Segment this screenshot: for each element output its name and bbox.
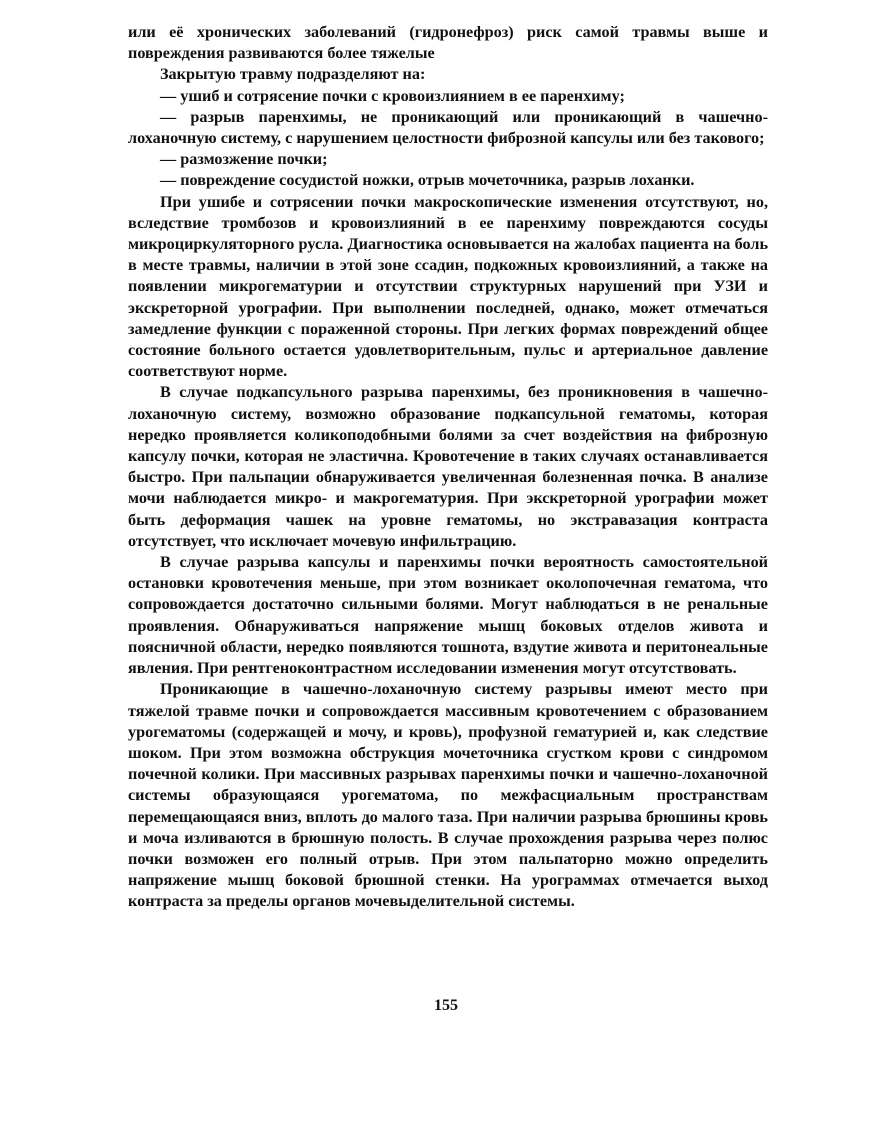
paragraph: или её хронических заболеваний (гидронефроз) риск самой травмы выше и повреждения развиваются более тяжелые xyxy=(128,23,768,63)
paragraph: Закрытую травму подразделяют на: xyxy=(160,65,426,84)
page-number: 155 xyxy=(434,997,458,1014)
list-item: — разрыв паренхимы, не проникающий или проникающий в чашечно-лоханочную систему, с нарушением целостности фиброзной капсулы или без такового; xyxy=(128,107,768,148)
paragraph: В случае разрыва капсулы и паренхимы почки вероятность самостоятельной остановки кровотечения меньше, при этом возникает околопочечная гематома, что сопровождается достаточно сильными болями. Могут наблюдаться в не ренальные проявления. Обнаруживаться напряжение мышц боковых отделов живота и поясничной области, нередко появляются тошнота, вздутие живота и перитонеальные явления. При рентгеноконтрастном исследовании изменения могут отсутствовать. xyxy=(128,553,768,678)
paragraph: Проникающие в чашечно-лоханочную систему разрывы имеют место при тяжелой травме почки и сопровождается массивным кровотечением с образованием урогематомы (содержащей и мочу, и кровь), профузной гематурией и, как следствие шоком. При этом возможна обструкция мочеточника сгустком крови с синдромом почечной колики. При массивных разрывах паренхимы почки и чашечно-лоханочной системы образующаяся урогематома, по межфасциальным пространствам перемещающаяся вниз, вплоть до малого таза. При наличии разрыва брюшины кровь и моча изливаются в брюшную полость. В случае прохождения разрыва через полюс почки возможен его полный отрыв. При этом пальпаторно можно определить напряжение мышц боковой брюшной стенки. На урограммах отмечается выход контраста за пределы органов мочевыделительной системы. xyxy=(128,680,768,911)
paragraph: При ушибе и сотрясении почки макроскопические изменения отсутствуют, но, вследствие тромбозов и кровоизлияний в ее паренхиму повреждаются сосуды микроциркуляторного русла. Диагностика основывается на жалобах пациента на боль в месте травмы, наличии в этой зоне ссадин, подкожных кровоизлияний, а также на появлении микрогематурии и отсутствии структурных нарушений при УЗИ и экскреторной урографии. При выполнении последней, однако, может отмечаться замедление функции с пораженной стороны. При легких формах повреждений общее состояние больного остается удовлетворительным, пульс и артериальное давление соответствуют норме. xyxy=(128,192,768,381)
list-item: — ушиб и сотрясение почки с кровоизлиянием в ее паренхиму; xyxy=(160,86,625,105)
list-item: — повреждение сосудистой ножки, отрыв мочеточника, разрыв лоханки. xyxy=(160,171,695,190)
paragraph: В случае подкапсульного разрыва паренхимы, без проникновения в чашечно-лоханочную систему, возможно образование подкапсульной гематомы, которая нередко проявляется коликоподобными болями за счет воздействия на фиброзную капсулу почки, которая не эластична. Кровотечение в таких случаях останавливается быстро. При пальпации обнаруживается увеличенная болезненная почка. В анализе мочи наблюдается микро- и макрогематурия. При экскреторной урографии может быть деформация чашек на уровне гематомы, но экстравазация контраста отсутствует, что исключает мочевую инфильтрацию. xyxy=(128,383,768,550)
list-item: — размозжение почки; xyxy=(160,150,328,169)
body-text xyxy=(128,22,768,913)
